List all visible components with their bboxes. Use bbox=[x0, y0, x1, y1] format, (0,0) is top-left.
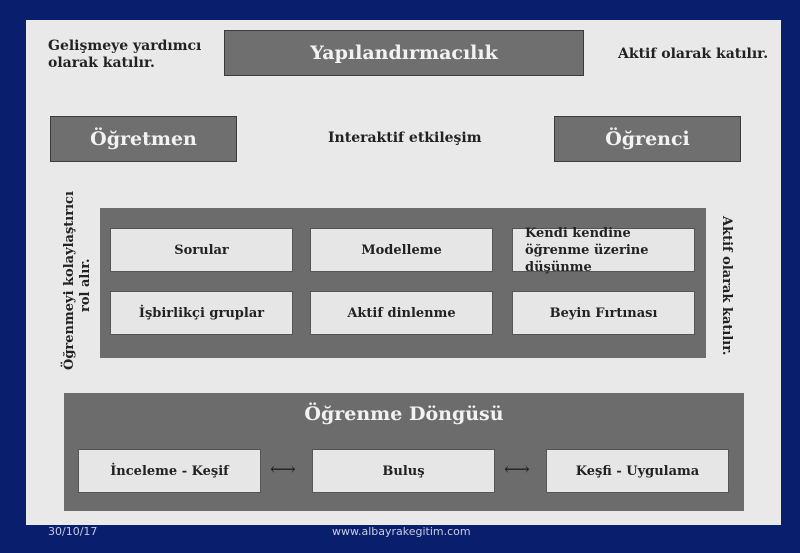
left-vertical-line1: Öğrenmeyi kolaylaştırıcı bbox=[62, 191, 77, 370]
footer-date: 30/10/17 bbox=[48, 525, 98, 538]
right-vertical-note: Aktif olarak katılır. bbox=[719, 216, 734, 356]
title-bar bbox=[224, 30, 584, 76]
method-cell: Beyin Fırtınası bbox=[512, 291, 695, 335]
teacher-box bbox=[50, 116, 237, 162]
cycle-step: İnceleme - Keşif bbox=[78, 449, 261, 493]
methods-panel bbox=[100, 208, 706, 358]
teacher-label: Öğretmen bbox=[90, 128, 197, 150]
left-vertical-line2: rol alır. bbox=[78, 258, 93, 312]
method-cell: Aktif dinlenme bbox=[310, 291, 493, 335]
footer-site: www.albayrakegitim.com bbox=[332, 525, 471, 538]
cycle-title: Öğrenme Döngüsü bbox=[304, 403, 504, 425]
cycle-step: Buluş bbox=[312, 449, 495, 493]
title-text: Yapılandırmacılık bbox=[310, 42, 498, 64]
top-right-note: Aktif olarak katılır. bbox=[618, 46, 769, 62]
cycle-step: Keşfi - Uygulama bbox=[546, 449, 729, 493]
left-vertical-note bbox=[62, 191, 94, 370]
top-left-note-line2: olarak katılır. bbox=[48, 55, 155, 71]
student-box bbox=[554, 116, 741, 162]
slide-paper bbox=[26, 20, 781, 525]
learning-cycle-panel bbox=[64, 393, 744, 511]
method-cell: Kendi kendine öğrenme üzerine düşünme bbox=[512, 228, 695, 272]
method-cell: Modelleme bbox=[310, 228, 493, 272]
top-left-note-line1: Gelişmeye yardımcı bbox=[48, 38, 202, 54]
double-arrow-icon: ⟷ bbox=[504, 459, 530, 480]
double-arrow-icon: ⟷ bbox=[270, 459, 296, 480]
student-label: Öğrenci bbox=[605, 128, 690, 150]
top-left-note bbox=[48, 38, 201, 72]
interaction-label: Interaktif etkileşim bbox=[328, 130, 482, 146]
method-cell: Sorular bbox=[110, 228, 293, 272]
method-cell: İşbirlikçi gruplar bbox=[110, 291, 293, 335]
